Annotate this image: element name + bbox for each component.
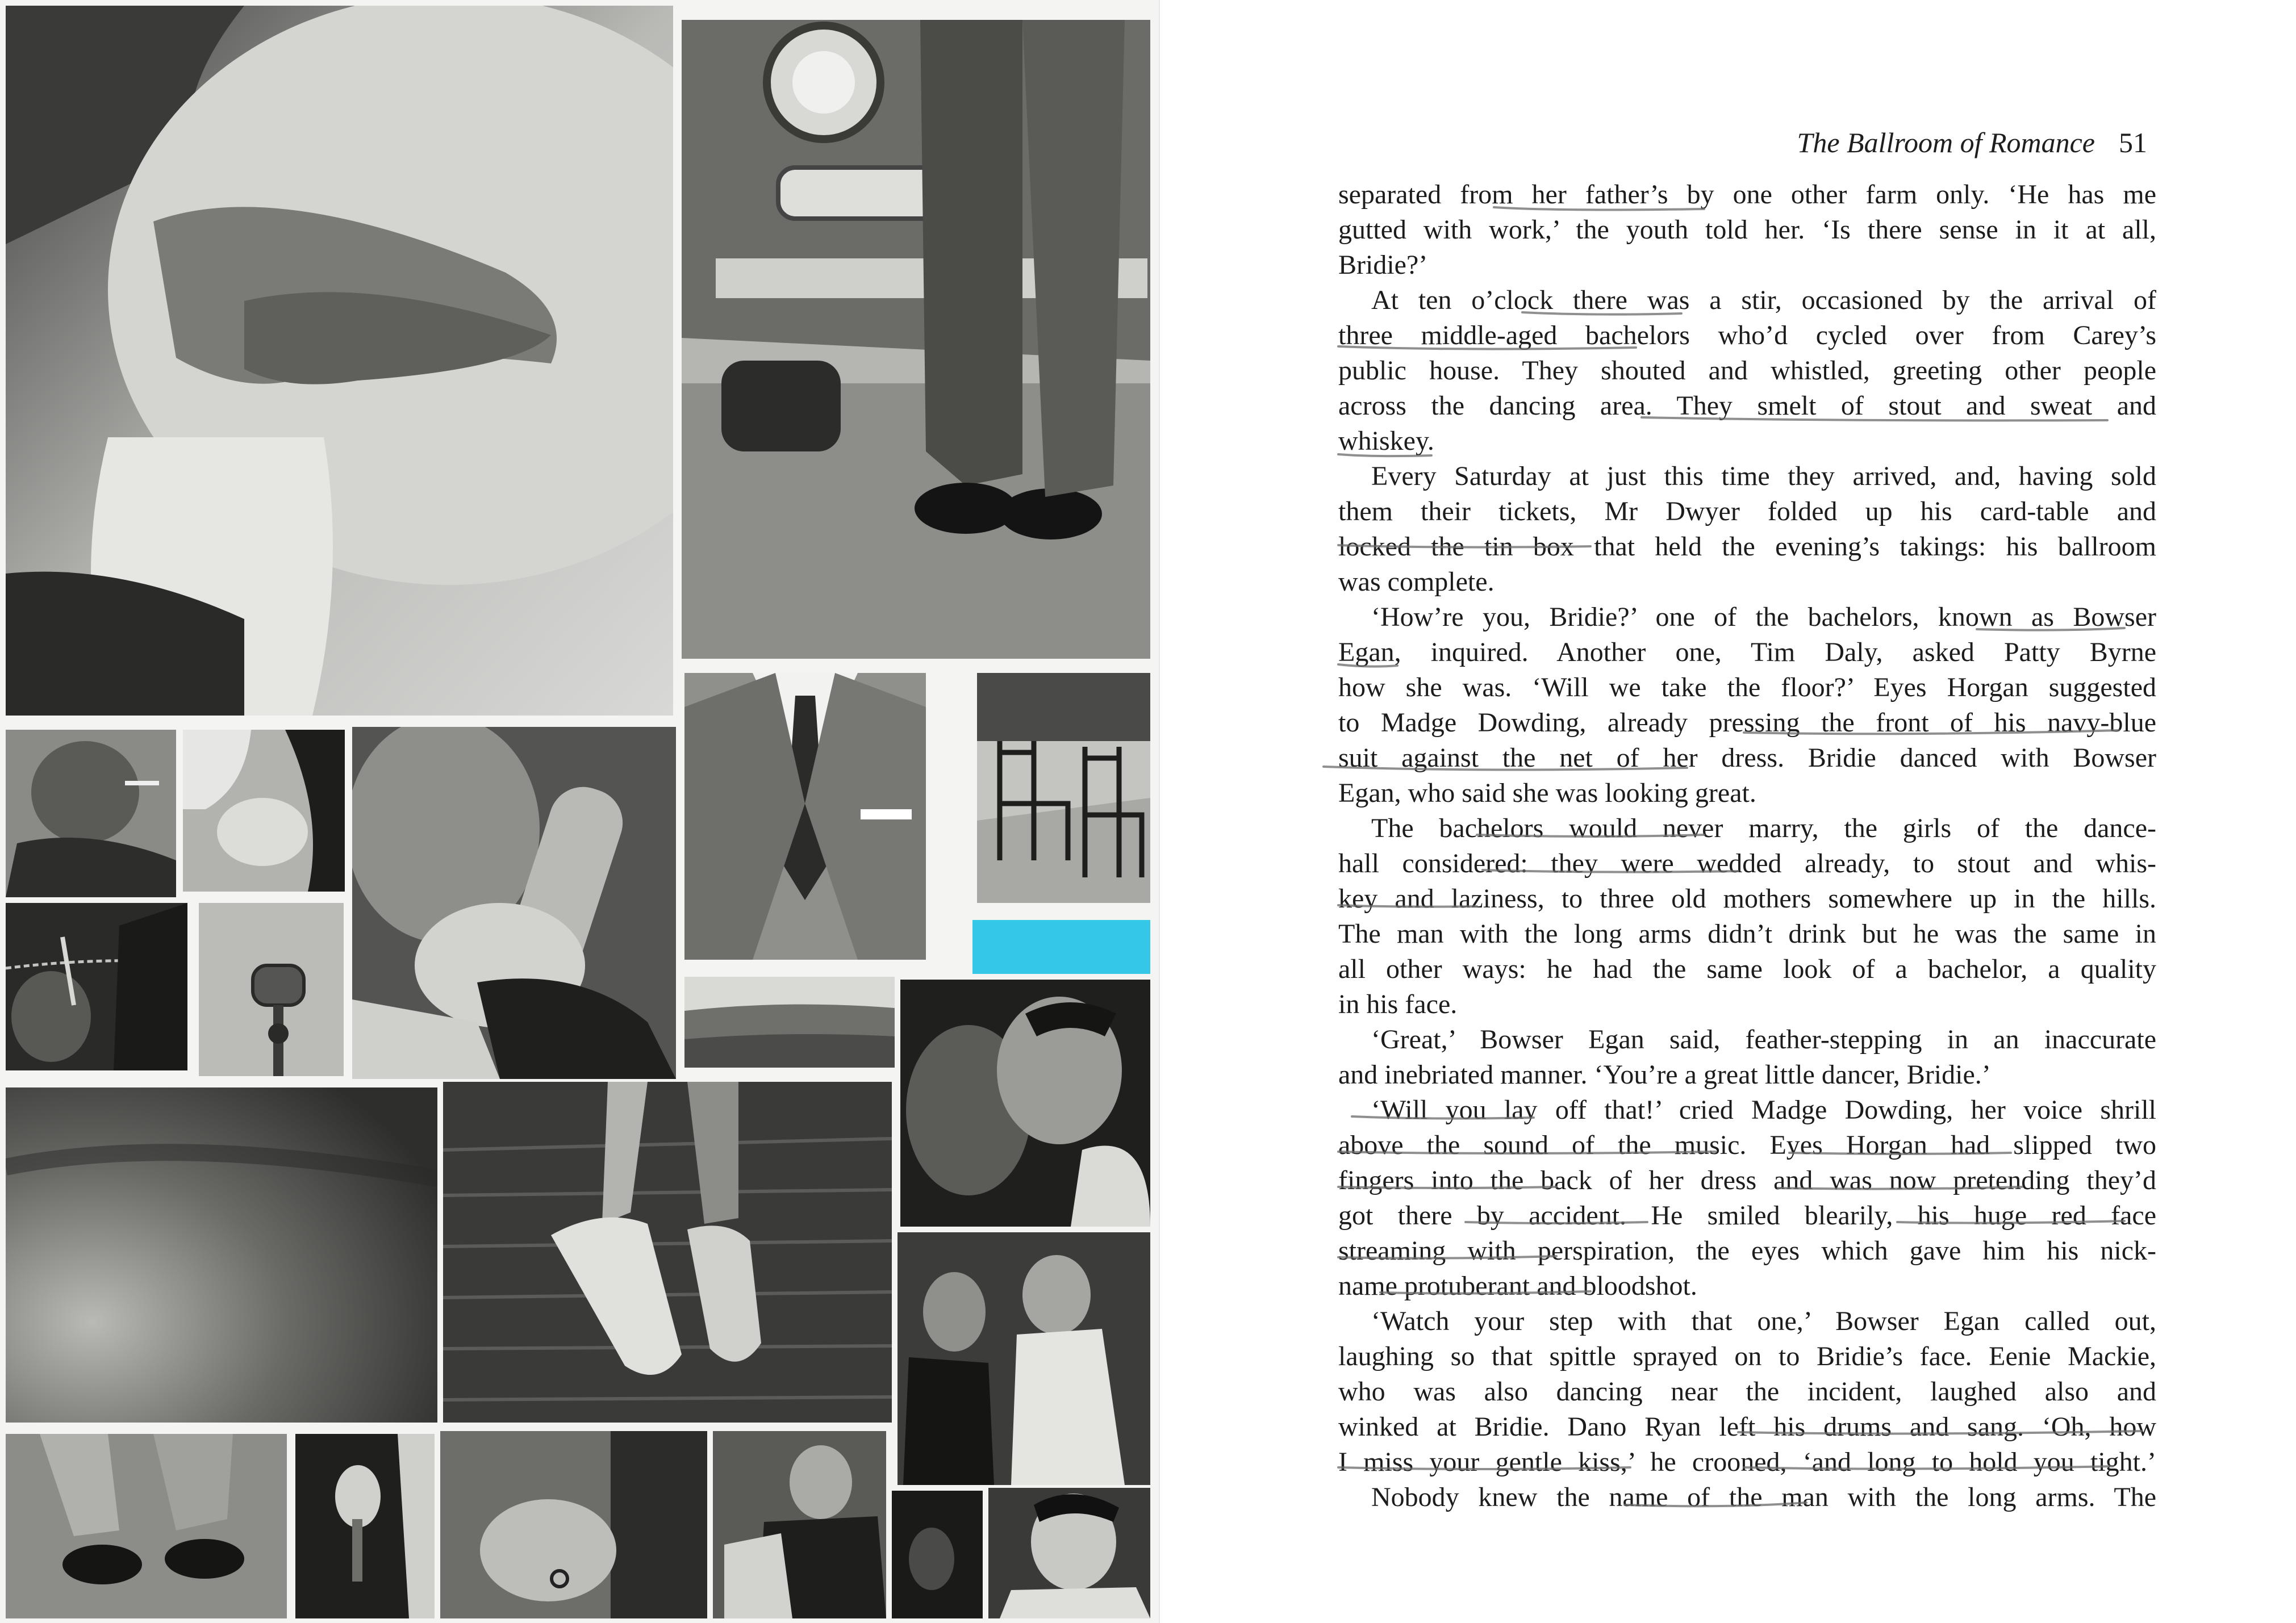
text-line: Every Saturday at just this time they arrived, and, having sold (1371, 461, 2156, 491)
text-line: and inebriated manner. ‘You’re a great little dancer, Bridie.’ (1338, 1060, 1991, 1090)
young-man-portrait-icon (988, 1488, 1150, 1618)
gramophone-icon (6, 903, 187, 1070)
page-gutter (1159, 0, 1160, 1623)
text-line: locked the tin box that held the evening’s takings: his ballroom (1338, 532, 2156, 562)
text-line: name protuberant and bloodshot. (1338, 1271, 1697, 1301)
text-line: ‘Great,’ Bowser Egan said, feather-stepping in an inaccurate (1371, 1024, 2156, 1055)
photo-chairs (977, 673, 1150, 903)
photo-crowd (897, 1232, 1150, 1485)
text-line: The bachelors would never marry, the girls of the dance- (1371, 813, 2156, 843)
photo-hand-on-shoulder (6, 6, 673, 716)
microphone-icon (199, 903, 344, 1076)
photo-drinking (352, 727, 676, 1079)
photo-landscape (684, 977, 895, 1068)
photo-feet-floor (6, 1434, 287, 1618)
car-headlight-legs-icon (682, 20, 1150, 659)
photo-small-dark (892, 1491, 983, 1618)
text-line: was complete. (1338, 567, 1495, 597)
text-line: suit against the net of her dress. Bridie danced with Bowser (1338, 743, 2156, 773)
photo-dancing-shoes (443, 1082, 892, 1423)
suit-and-tie-icon (684, 673, 926, 960)
photo-hand-ring (440, 1431, 707, 1618)
photo-musician (713, 1431, 886, 1618)
people-crowd-icon (897, 1232, 1150, 1485)
page-number: 51 (2119, 127, 2147, 158)
text-line: across the dancing area. They smelt of stout and sweat and (1338, 391, 2156, 421)
text-line: all other ways: he had the same look of a bachelor, a quality (1338, 954, 2156, 984)
text-line: how she was. ‘Will we take the floor?’ Eyes Horgan suggested (1338, 672, 2156, 702)
body-text (1338, 177, 2156, 1515)
text-line: got there by accident. He smiled blearily, his huge red face (1338, 1200, 2156, 1231)
text-line: Egan, inquired. Another one, Tim Daly, asked Patty Byrne (1338, 637, 2156, 667)
text-line: Egan, who said she was looking great. (1338, 778, 1756, 808)
text-line: laughing so that spittle sprayed on to Bridie’s face. Eenie Mackie, (1338, 1341, 2156, 1371)
small-dark-icon (892, 1491, 983, 1618)
text-line: At ten o’clock there was a stir, occasioned by the arrival of (1371, 285, 2156, 315)
book-page (1159, 0, 2296, 1623)
text-line: key and laziness, to three old mothers somewhere up in the hills. (1338, 884, 2156, 914)
text-line: ‘Watch your step with that one,’ Bowser Egan called out, (1371, 1306, 2156, 1336)
text-line: ‘Will you lay off that!’ cried Madge Dowding, her voice shrill (1371, 1095, 2156, 1125)
cyan-accent-block (972, 920, 1150, 974)
text-line: I miss your gentle kiss,’ he crooned, ‘and long to hold you tight.’ (1338, 1447, 2156, 1477)
profile-faces-icon (900, 980, 1150, 1227)
hand-ring-icon (440, 1431, 707, 1618)
running-head-title: The Ballroom of Romance (1797, 127, 2095, 158)
text-line: who was also dancing near the incident, laughed also and (1338, 1377, 2156, 1407)
feet-floor-icon (6, 1434, 287, 1618)
cigarette-hand-icon (295, 1434, 435, 1618)
photo-microphone (199, 903, 344, 1076)
text-line: in his face. (1338, 989, 1458, 1019)
text-line: public house. They shouted and whistled, greeting other people (1338, 355, 2156, 386)
text-line: whiskey. (1338, 426, 1434, 456)
smoking-man-icon (6, 730, 176, 897)
photo-profile-faces (900, 980, 1150, 1227)
photo-gramophone (6, 903, 187, 1070)
drinking-bottle-icon (352, 727, 676, 1079)
chairs-icon (977, 673, 1150, 903)
text-line: them their tickets, Mr Dwyer folded up his card-table and (1338, 496, 2156, 526)
photo-cigarette-hand (295, 1434, 435, 1618)
text-line: Bridie?’ (1338, 250, 1428, 280)
hand-on-shoulder-icon (6, 6, 673, 716)
photo-car-legs (682, 20, 1150, 659)
text-line: gutted with work,’ the youth told her. ‘Is there sense in it at all, (1338, 215, 2156, 245)
text-line: fingers into the back of her dress and was now pretending they’d (1338, 1165, 2156, 1195)
text-line: separated from her father’s by one other farm only. ‘He has me (1338, 179, 2156, 210)
text-line: to Madge Dowding, already pressing the front of his navy-blue (1338, 708, 2156, 738)
photo-young-man (988, 1488, 1150, 1618)
text-line: Nobody knew the name of the man with the long arms. The (1371, 1482, 2156, 1512)
text-line: ‘How’re you, Bridie?’ one of the bachelors, known as Bowser (1371, 602, 2156, 632)
shoes-dancing-icon (443, 1082, 892, 1423)
hands-icon (183, 730, 345, 892)
dark-texture-icon (6, 1087, 437, 1423)
musician-icon (713, 1431, 886, 1618)
photo-hands (183, 730, 345, 892)
photo-suit-tie (684, 673, 926, 960)
photo-dark-texture (6, 1087, 437, 1423)
text-line: winked at Bridie. Dano Ryan left his drums and sang. ‘Oh, how (1338, 1412, 2156, 1442)
photo-smoking-man (6, 730, 176, 897)
text-line: The man with the long arms didn’t drink but he was the same in (1338, 919, 2156, 949)
landscape-icon (684, 977, 895, 1068)
text-line: streaming with perspiration, the eyes which gave him his nick- (1338, 1236, 2156, 1266)
text-line: three middle-aged bachelors who’d cycled over from Carey’s (1338, 320, 2156, 350)
running-head (1727, 126, 2147, 159)
text-line: above the sound of the music. Eyes Horgan had slipped two (1338, 1130, 2156, 1160)
text-line: hall considered: they were wedded already, to stout and whis- (1338, 848, 2156, 879)
